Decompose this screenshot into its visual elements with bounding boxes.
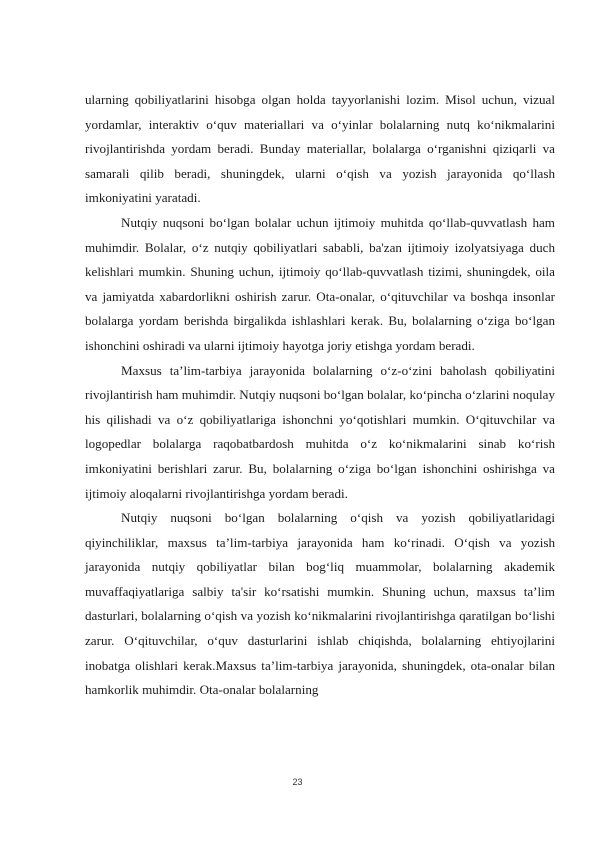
page-number: 23 [292,777,303,787]
paragraph-continuation: ularning qobiliyatlarini hisobga olgan holda tayyorlanishi lozim. Misol uchun, vizual yordamlar, interaktiv o‘quv materiallari va o‘yinlar bolalarning nutq ko‘nikmalarini rivojlantirishda yordam beradi. Bunday materiallar, bolalarga o‘rganishni qiziqarli va samarali qilib beradi, shuningdek, ularni o‘qish va yozish jarayonida qo‘llash imkoniyatini yaratadi. [85,92,555,206]
body-text [85,88,555,703]
paragraph-reading-writing: Nutqiy nuqsoni bo‘lgan bolalarning o‘qish va yozish qobiliyatlaridagi qiyinchiliklar, maxsus ta’lim-tarbiya jarayonida ham ko‘rinadi. O‘qish va yozish jarayonida nutqiy qobiliyatlar bilan bog‘liq muammolar, bolalarning akademik muvaffaqiyatlariga salbiy ta'sir ko‘rsatishi mumkin. Shuning uchun, maxsus ta’lim dasturlari, bolalarning o‘qish va yozish ko‘nikmalarini rivojlantirishga qaratilgan bo‘lishi zarur. O‘qituvchilar, o‘quv dasturlarini ishlab chiqishda, bolalarning ehtiyojlarini inobatga olishlari kerak.Maxsus ta’lim-tarbiya jarayonida, shuningdek, ota-onalar bilan hamkorlik muhimdir. Ota-onalar bolalarning [85,510,555,698]
paragraph-self-assessment: Maxsus ta’lim-tarbiya jarayonida bolalarning o‘z-o‘zini baholash qobiliyatini rivojlantirish ham muhimdir. Nutqiy nuqsoni bo‘lgan bolalar, ko‘pincha o‘zlarini noqulay his qilishadi va o‘z qobiliyatlariga ishonchni yo‘qotishlari mumkin. O‘qituvchilar va logopedlar bolalarga raqobatbardosh muhitda o‘z ko‘nikmalarini sinab ko‘rish imkoniyatini berishlari zarur. Bu, bolalarning o‘ziga bo‘lgan ishonchini oshirishga va ijtimoiy aloqalarni rivojlantirishga yordam beradi. [85,362,555,501]
paragraph-social-support: Nutqiy nuqsoni bo‘lgan bolalar uchun ijtimoiy muhitda qo‘llab-quvvatlash ham muhimdir. Bolalar, o‘z nutqiy qobiliyatlari sababli, ba'zan ijtimoiy izolyatsiyaga duch kelishlari mumkin. Shuning uchun, ijtimoiy qo‘llab-quvvatlash tizimi, shuningdek, oila va jamiyatda xabardorlikni oshirish zarur. Ota-onalar, o‘qituvchilar va boshqa insonlar bolalarga yordam berishda birgalikda ishlashlari kerak. Bu, bolalarning o‘ziga bo‘lgan ishonchini oshiradi va ularni ijtimoiy hayotga joriy etishga yordam beradi. [85,214,555,353]
